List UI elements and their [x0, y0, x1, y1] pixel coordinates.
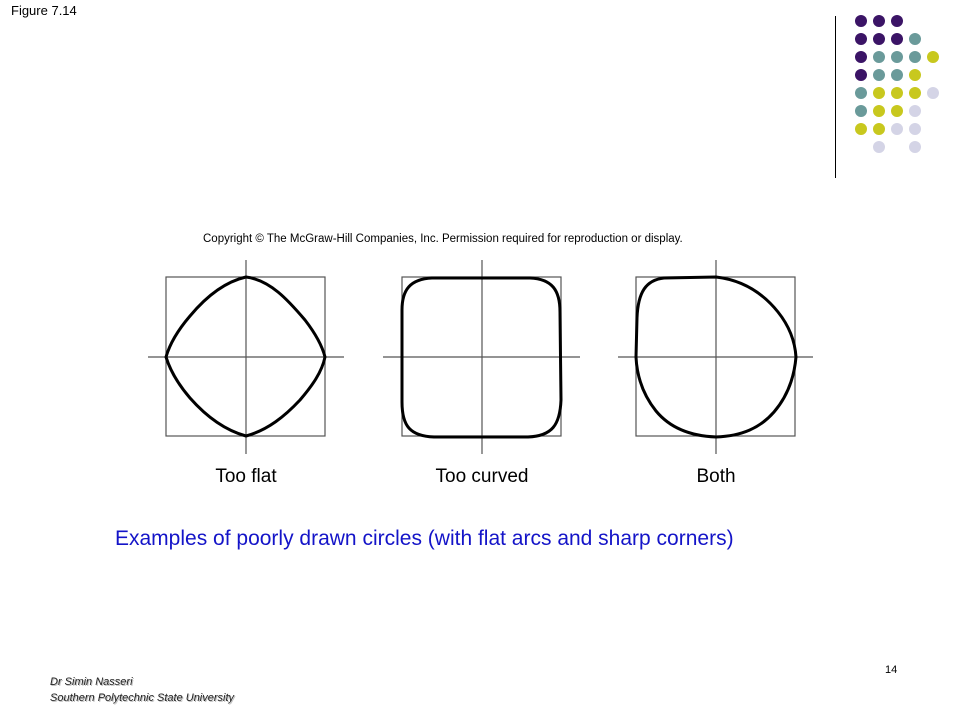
- panel-label-too-flat: Too flat: [215, 466, 277, 487]
- author-credit: [50, 674, 234, 706]
- author-affiliation: Southern Polytechnic State University: [50, 692, 235, 704]
- author-name: Dr Simin Nasseri: [50, 676, 133, 688]
- panel-both: [618, 260, 813, 454]
- copyright-notice: Copyright © The McGraw-Hill Companies, Inc. Permission required for reproduction or display.: [203, 233, 683, 245]
- panel-label-too-curved: Too curved: [435, 466, 529, 487]
- panel-too-curved: [383, 260, 580, 454]
- figure-caption: Examples of poorly drawn circles (with flat arcs and sharp corners): [115, 527, 734, 550]
- panel-too-flat: [148, 260, 344, 454]
- figure-label: Figure 7.14: [11, 3, 77, 18]
- page-number: 14: [885, 664, 898, 676]
- panel-label-both: Both: [696, 466, 736, 487]
